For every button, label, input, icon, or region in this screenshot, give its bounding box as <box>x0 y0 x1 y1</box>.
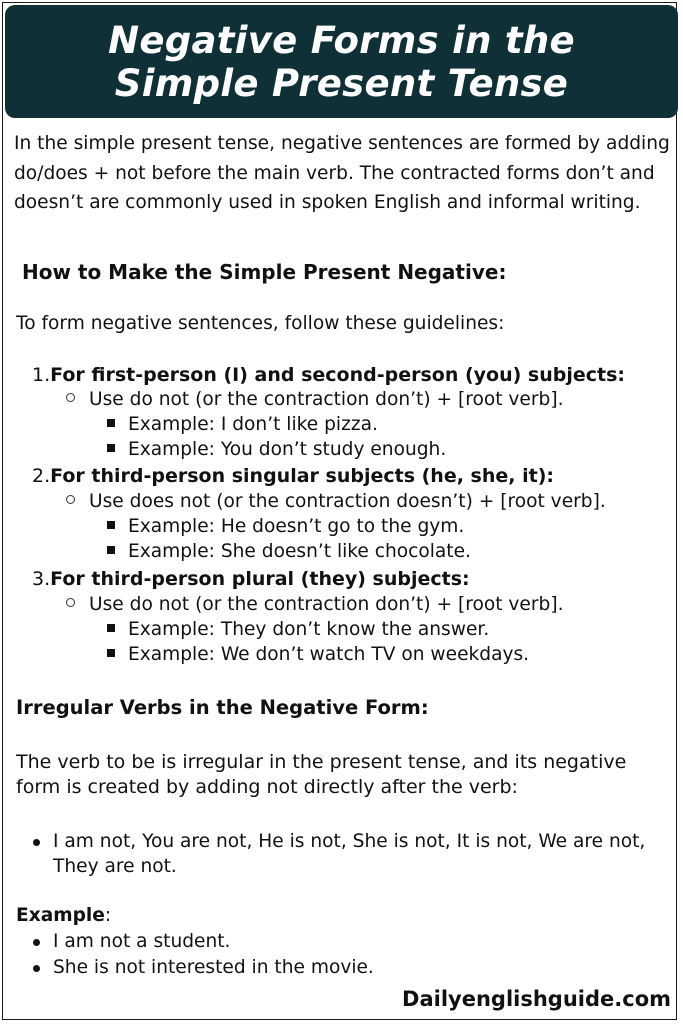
title-line-2: Simple Present Tense <box>114 61 569 105</box>
square-bullet-icon <box>107 419 115 427</box>
rule-text: Use does not (or the contraction doesn’t) + [root verb]. <box>89 491 606 512</box>
circle-bullet-icon <box>66 495 75 504</box>
example-item-2 <box>53 955 374 980</box>
bullet-dot-icon <box>33 965 40 972</box>
example-text: Example: They don’t know the answer. <box>128 619 490 640</box>
title-line-1: Negative Forms in the <box>108 18 575 62</box>
title-banner <box>5 5 678 118</box>
intro-paragraph: In the simple present tense, negative sentences are formed by adding do/does + not before the main verb. The contracted forms don’t and doesn’t are commonly used in spoken English and informal writing. <box>14 133 670 213</box>
bullet-text: I am not, You are not, He is not, She is not, It is not, We are not, They are not. <box>53 831 646 877</box>
rule-3-text <box>66 593 564 617</box>
rule-number: 2. <box>32 465 51 487</box>
rule-title: For first-person (I) and second-person (you) subjects: <box>50 364 626 386</box>
rule-3-heading <box>32 566 470 592</box>
bullet-dot-icon <box>33 939 40 946</box>
how-to-heading: How to Make the Simple Present Negative: <box>22 260 507 284</box>
square-bullet-icon <box>107 444 115 452</box>
example-label-colon: : <box>104 905 112 926</box>
rule-2-text <box>66 490 606 514</box>
bullet-text: I am not a student. <box>53 931 231 952</box>
example-text: Example: We don’t watch TV on weekdays. <box>128 644 530 665</box>
rule-title: For third-person plural (they) subjects: <box>50 568 470 590</box>
bullet-dot-icon <box>33 839 40 846</box>
rule-number: 1. <box>32 364 51 386</box>
guidelines-intro: To form negative sentences, follow these guidelines: <box>16 313 505 334</box>
irregular-bullet <box>53 829 668 879</box>
example-text: Example: I don’t like pizza. <box>128 414 378 435</box>
irregular-paragraph: The verb to be is irregular in the present tense, and its negative form is created by adding not directly after the verb: <box>16 751 627 798</box>
rule-2-heading <box>32 463 554 489</box>
square-bullet-icon <box>107 521 115 529</box>
circle-bullet-icon <box>66 393 75 402</box>
circle-bullet-icon <box>66 598 75 607</box>
example-text: Example: You don’t study enough. <box>128 439 447 460</box>
irregular-heading: Irregular Verbs in the Negative Form: <box>16 696 429 719</box>
example-text: Example: He doesn’t go to the gym. <box>128 516 465 537</box>
rule-1-example-1 <box>107 413 378 437</box>
example-label-text: Example <box>16 905 105 926</box>
rule-2-example-1 <box>107 515 464 539</box>
rule-3-example-1 <box>107 618 489 642</box>
rule-1-text <box>66 388 564 412</box>
rule-2-example-2 <box>107 540 471 564</box>
example-item-1 <box>53 929 230 954</box>
rule-3-example-2 <box>107 643 529 667</box>
rule-1-example-2 <box>107 438 446 462</box>
example-label <box>16 903 111 928</box>
example-text: Example: She doesn’t like chocolate. <box>128 541 471 562</box>
square-bullet-icon <box>107 624 115 632</box>
rule-number: 3. <box>32 568 51 590</box>
square-bullet-icon <box>107 649 115 657</box>
rule-title: For third-person singular subjects (he, she, it): <box>50 465 554 487</box>
bullet-text: She is not interested in the movie. <box>53 957 374 978</box>
rule-1-heading <box>32 362 625 388</box>
site-watermark: Dailyenglishguide.com <box>402 987 671 1011</box>
rule-text: Use do not (or the contraction don’t) + [root verb]. <box>89 594 564 615</box>
rule-text: Use do not (or the contraction don’t) + [root verb]. <box>89 389 564 410</box>
square-bullet-icon <box>107 546 115 554</box>
